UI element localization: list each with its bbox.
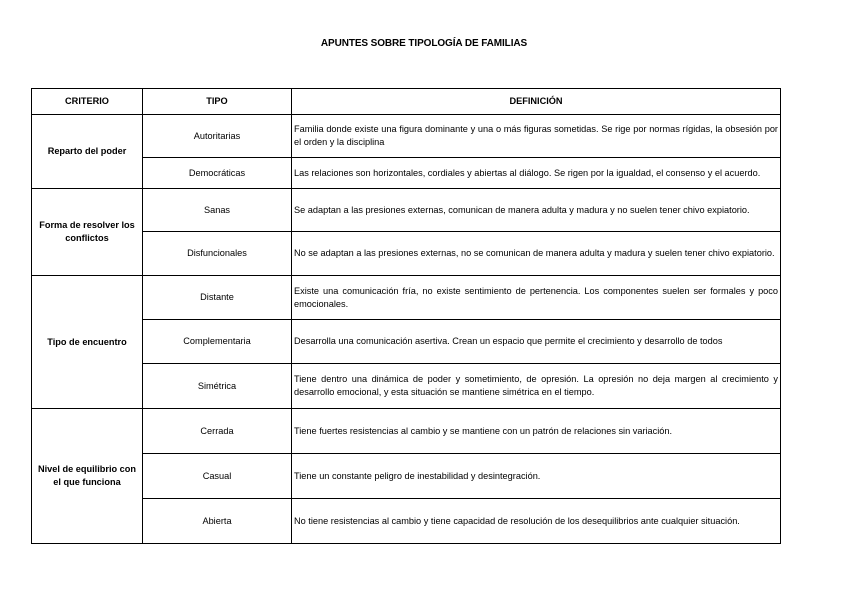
header-tipo: TIPO [143, 89, 292, 115]
table-row [32, 189, 781, 232]
definicion-cell: Tiene fuertes resistencias al cambio y se mantiene con un patrón de relaciones sin variación. [292, 409, 781, 454]
table-row [32, 158, 781, 189]
table-row [32, 276, 781, 320]
table-row [32, 454, 781, 499]
tipo-cell: Sanas [143, 189, 292, 232]
tipo-cell: Disfuncionales [143, 232, 292, 276]
definicion-cell: No tiene resistencias al cambio y tiene capacidad de resolución de los desequilibrios ante cualquier situación. [292, 499, 781, 544]
definicion-cell: Tiene un constante peligro de inestabilidad y desintegración. [292, 454, 781, 499]
header-definicion: DEFINICIÓN [292, 89, 781, 115]
table-row [32, 232, 781, 276]
definicion-cell: Se adaptan a las presiones externas, comunican de manera adulta y madura y no suelen tener chivo expiatorio. [292, 189, 781, 232]
definicion-cell: Desarrolla una comunicación asertiva. Crean un espacio que permite el crecimiento y desarrollo de todos [292, 320, 781, 364]
page-title: APUNTES SOBRE TIPOLOGÍA DE FAMILIAS [320, 38, 528, 49]
header-criterio: CRITERIO [32, 89, 143, 115]
table-row [32, 409, 781, 454]
table-row [32, 320, 781, 364]
definicion-cell: Familia donde existe una figura dominante y una o más figuras sometidas. Se rige por normas rígidas, la obsesión por el orden y la disciplina [292, 115, 781, 158]
criterio-cell: Reparto del poder [32, 115, 143, 189]
tipo-cell: Abierta [143, 499, 292, 544]
criterio-cell: Tipo de encuentro [32, 276, 143, 409]
header-row [32, 89, 781, 115]
definicion-cell: Tiene dentro una dinámica de poder y sometimiento, de opresión. La opresión no deja margen al crecimiento y desarrollo emocional, y esta situación se mantiene simétrica en el tiempo. [292, 364, 781, 409]
definicion-cell: Existe una comunicación fría, no existe sentimiento de pertenencia. Los componentes suelen ser formales y poco emocionales. [292, 276, 781, 320]
tipo-cell: Cerrada [143, 409, 292, 454]
tipo-cell: Complementaria [143, 320, 292, 364]
table-row [32, 115, 781, 158]
criterio-cell: Forma de resolver los conflictos [32, 189, 143, 276]
table-row [32, 499, 781, 544]
definicion-cell: No se adaptan a las presiones externas, no se comunican de manera adulta y madura y suelen tener chivo expiatorio. [292, 232, 781, 276]
tipo-cell: Casual [143, 454, 292, 499]
tipo-cell: Autoritarias [143, 115, 292, 158]
definicion-cell: Las relaciones son horizontales, cordiales y abiertas al diálogo. Se rigen por la igualdad, el consenso y el acuerdo. [292, 158, 781, 189]
tipo-cell: Simétrica [143, 364, 292, 409]
tipo-cell: Distante [143, 276, 292, 320]
criterio-cell: Nivel de equilibrio con el que funciona [32, 409, 143, 544]
table-row [32, 364, 781, 409]
typology-table [31, 88, 781, 544]
tipo-cell: Democráticas [143, 158, 292, 189]
